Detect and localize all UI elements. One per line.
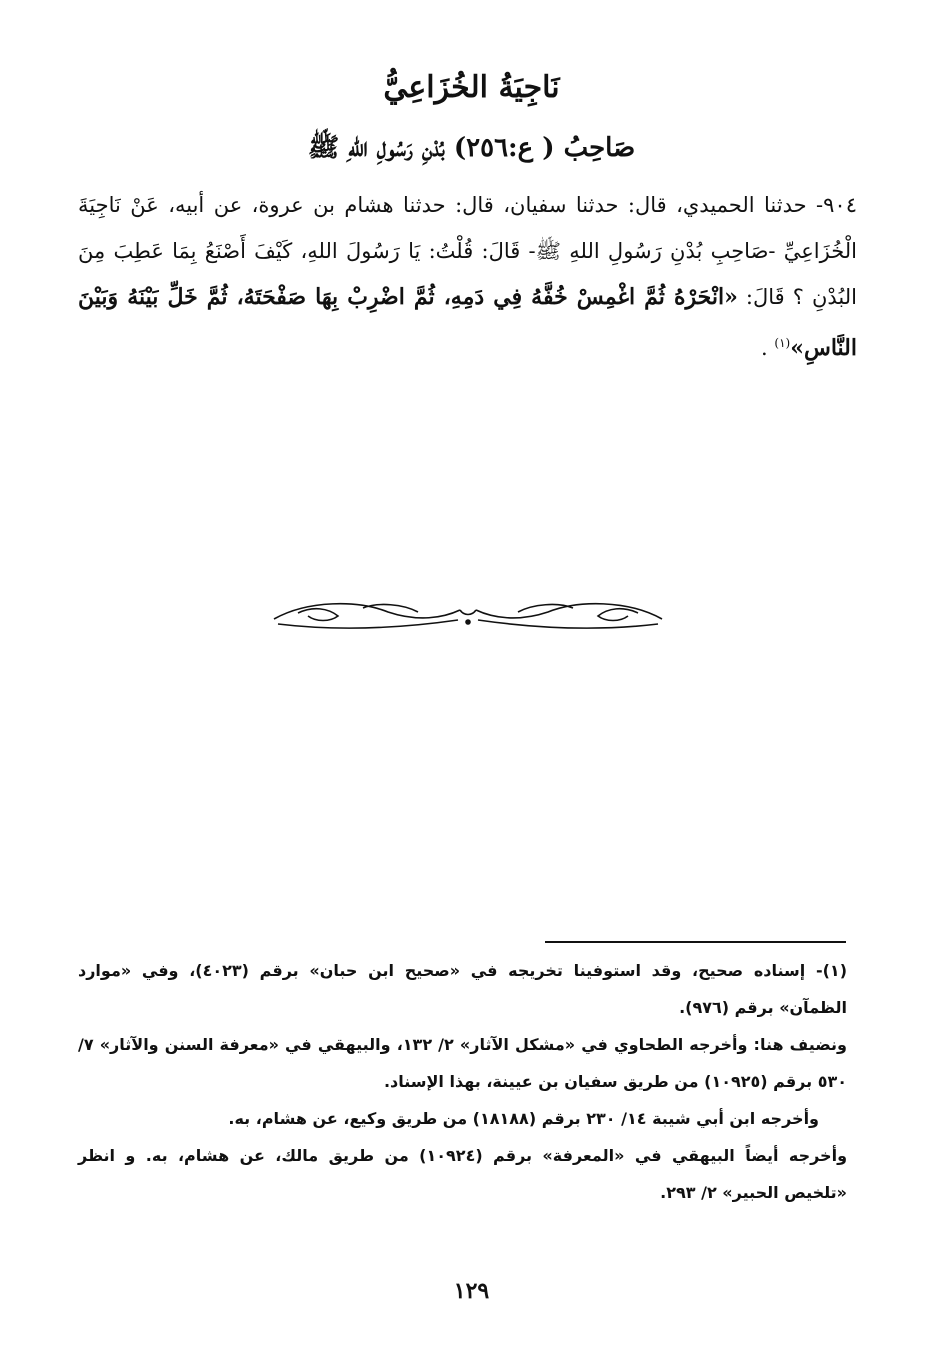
footnote-3: وأخرجه ابن أبي شيبة ١٤/ ٢٣٠ برقم (١٨١٨٨) من طريق وكيع، عن هشام، به. bbox=[228, 1109, 819, 1128]
hadith-chain-text: ٩٠٤- حدثنا الحميدي، قال: حدثنا سفيان، قال: حدثنا هشام بن عروة، عن أبيه، عَنْ نَاجِيَةَ الْخُزَاعِيِّ -صَاحِبِ بُدْنِ رَسُولِ اللهِ ﷺ- قَالَ: قُلْتُ: يَا رَسُولَ اللهِ، كَيْفَ أَصْنَعُ بِمَا عَطِبَ مِنَ البُدْنِ ؟ قَالَ: bbox=[78, 193, 857, 309]
page-number: ١٢٩ bbox=[453, 1278, 490, 1304]
footnotes bbox=[78, 952, 847, 1211]
entry-subtitle: صَاحِبُ ( ع:٢٥٦) بُدْنِ رَسُولِ اللهِ ﷺ bbox=[307, 133, 636, 163]
hadith-body bbox=[78, 182, 857, 371]
footnote-2: ونضيف هنا: وأخرجه الطحاوي في «مشكل الآثار» ٢/ ١٣٢، والبيهقي في «معرفة السنن والآثار» ٧/ ٥٣٠ برقم (١٠٩٢٥) من طريق سفيان بن عيينة، بهذا الإسناد. bbox=[78, 1035, 847, 1091]
hadith-prophet-saying: «انْحَرْهُ ثُمَّ اغْمِسْ خُفَّهُ فِي دَمِهِ، ثُمَّ اضْرِبْ بِهَا صَفْحَتَهُ، ثُمَّ خَلِّ بَيْنَهُ وَبَيْنَ النَّاسِ» bbox=[78, 284, 857, 361]
ornamental-divider-icon bbox=[268, 594, 668, 638]
footnote-separator bbox=[545, 941, 846, 943]
hadith-end-punctuation: . bbox=[761, 336, 775, 360]
footnote-1: (١)- إسناده صحيح، وقد استوفينا تخريجه في «صحيح ابن حبان» برقم (٤٠٢٣)، وفي «موارد الظمآن» برقم (٩٧٦). bbox=[78, 961, 847, 1017]
footnote-reference: (١) bbox=[774, 336, 791, 350]
footnote-4: وأخرجه أيضاً البيهقي في «المعرفة» برقم (١٠٩٢٤) من طريق مالك، عن هشام، به. و انظر «تلخيص الحبير» ٢/ ٢٩٣. bbox=[78, 1146, 848, 1202]
entry-title: نَاجِيَةُ الخُزَاعِيُّ bbox=[383, 70, 560, 105]
